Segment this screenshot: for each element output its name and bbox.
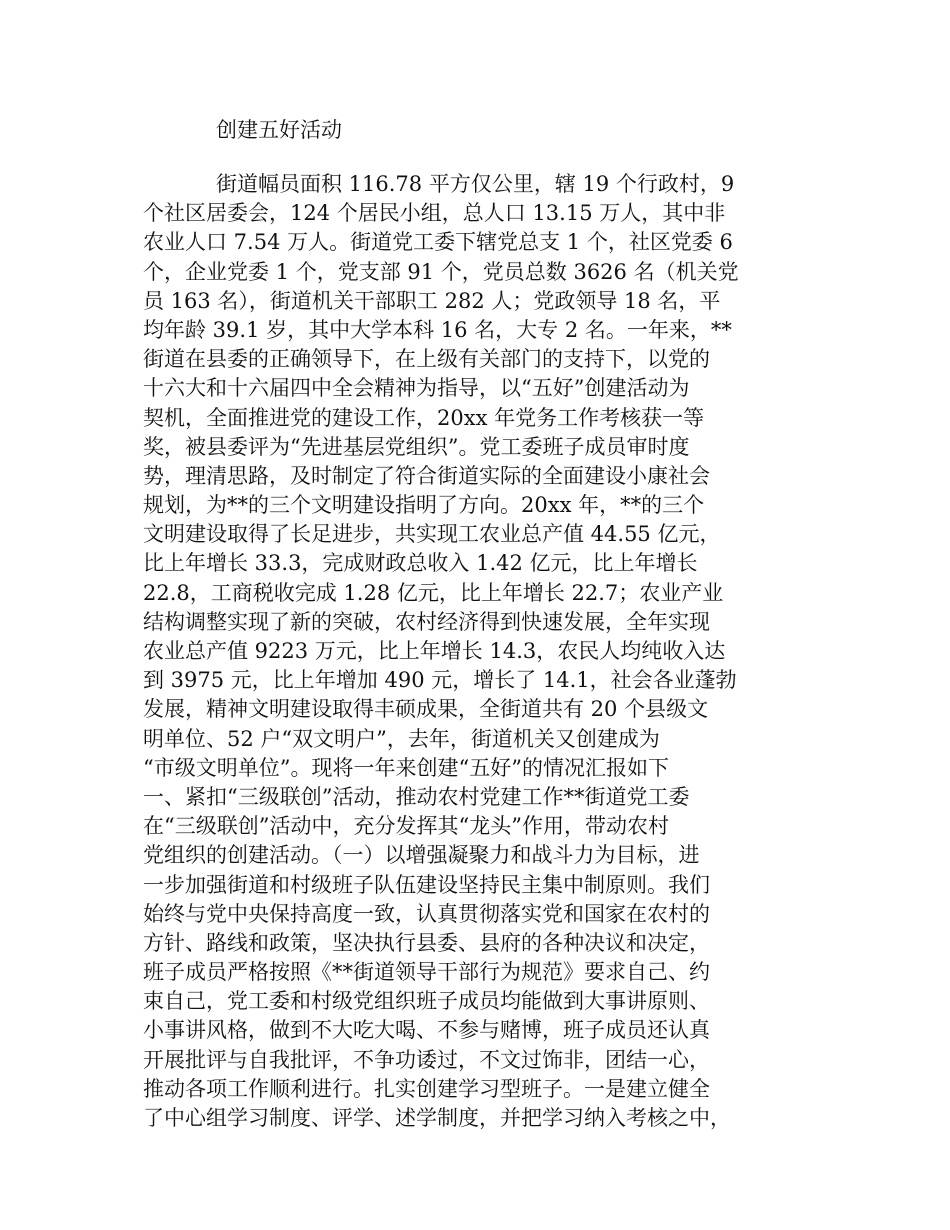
text-line: 明单位、52 户“双文明户”，去年，街道机关又创建成为 (143, 726, 660, 751)
text-line: 发展，精神文明建设取得丰硕成果，全街道共有 20 个县级文 (143, 697, 709, 722)
text-line: 一、紧扣“三级联创”活动，推动农村党建工作**街道党工委 (143, 784, 690, 809)
text-line: 街道幅员面积 116.78 平方仅公里，辖 19 个行政村，9 (216, 172, 735, 196)
document-body (143, 170, 823, 1133)
text-line: 契机，全面推进党的建设工作，20xx 年党务工作考核获一等 (143, 405, 705, 430)
text-line: 文明建设取得了长足进步，共实现工农业总产值 44.55 亿元， (143, 522, 721, 547)
text-line: 束自己，党工委和村级党组织班子成员均能做到大事讲原则、 (143, 989, 710, 1014)
text-line: 十六大和十六届四中全会精神为指导，以“五好”创建活动为 (143, 376, 690, 401)
text-line: 方针、路线和政策，坚决执行县委、县府的各种决议和决定， (143, 930, 710, 955)
text-line: 了中心组学习制度、评学、述学制度，并把学习纳入考核之中， (143, 1106, 731, 1130)
text-line: 奖，被县委评为“先进基层党组织”。党工委班子成员审时度 (143, 434, 690, 459)
text-line: 员 163 名），街道机关干部职工 282 人；党政领导 18 名，平 (143, 288, 721, 313)
text-line: 推动各项工作顺利进行。扎实创建学习型班子。一是建立健全 (143, 1076, 710, 1101)
text-line: 小事讲风格，做到不大吃大喝、不参与赌博，班子成员还认真 (143, 1018, 710, 1043)
text-line: 比上年增长 33.3，完成财政总收入 1.42 亿元，比上年增长 (143, 551, 698, 576)
text-line: 22.8，工商税收完成 1.28 亿元，比上年增长 22.7；农业产业 (143, 580, 724, 605)
text-line: 一步加强街道和村级班子队伍建设坚持民主集中制原则。我们 (143, 872, 710, 897)
text-line: 农业人口 7.54 万人。街道党工委下辖党总支 1 个，社区党委 6 (143, 230, 733, 255)
text-line: 结构调整实现了新的突破，农村经济得到快速发展，全年实现 (143, 609, 710, 634)
text-line: 势，理清思路，及时制定了符合街道实际的全面建设小康社会 (143, 463, 710, 488)
document-title: 创建五好活动 (216, 118, 342, 142)
text-line: 在“三级联创”活动中，充分发挥其“龙头”作用，带动农村 (143, 814, 669, 839)
text-line: 始终与党中央保持高度一致，认真贯彻落实党和国家在农村的 (143, 901, 710, 926)
text-line: 街道在县委的正确领导下，在上级有关部门的支持下，以党的 (143, 347, 710, 372)
text-line: 规划，为**的三个文明建设指明了方向。20xx 年，**的三个 (143, 493, 705, 518)
text-line: 开展批评与自我批评，不争功诿过，不文过饰非，团结一心， (143, 1047, 710, 1072)
text-line: 党组织的创建活动。（一）以增强凝聚力和战斗力为目标，进 (143, 843, 700, 868)
text-line: 个，企业党委 1 个，党支部 91 个，党员总数 3626 名（机关党 (143, 259, 739, 284)
text-line: 个社区居委会，124 个居民小组，总人口 13.15 万人，其中非 (143, 201, 726, 226)
text-line: 到 3975 元，比上年增加 490 元，增长了 14.1，社会各业蓬勃 (143, 668, 737, 693)
text-line: 均年龄 39.1 岁，其中大学本科 16 名，大专 2 名。一年来，** (143, 317, 732, 342)
text-line: “市级文明单位”。现将一年来创建“五好”的情况汇报如下 (143, 755, 669, 780)
text-line: 班子成员严格按照《**街道领导干部行为规范》要求自己、约 (143, 960, 710, 985)
text-line: 农业总产值 9223 万元，比上年增长 14.3，农民人均纯收入达 (143, 639, 726, 663)
